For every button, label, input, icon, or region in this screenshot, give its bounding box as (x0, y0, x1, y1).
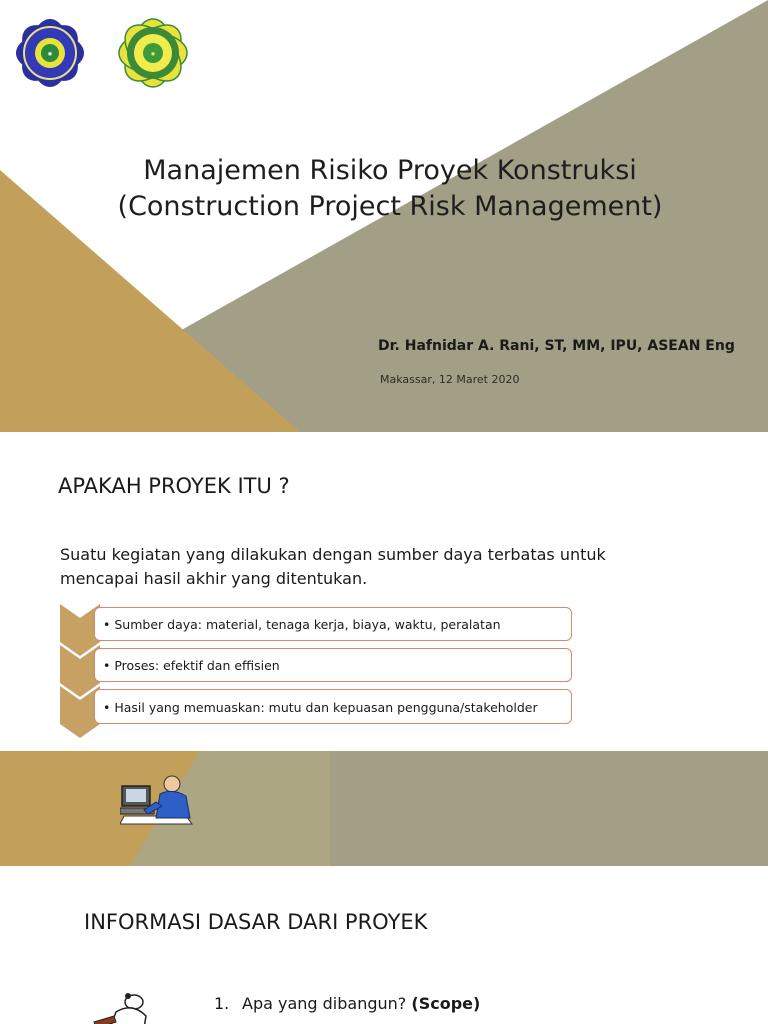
slide-heading: INFORMASI DASAR DARI PROYEK (84, 910, 428, 934)
presentation-title (40, 153, 740, 225)
project-definition: Suatu kegiatan yang dilakukan dengan sumber daya terbatas untuk mencapai hasil akhir yang ditentukan. (60, 545, 606, 588)
list-item-text: Apa yang dibangun? (242, 994, 412, 1013)
list-item-text: • Hasil yang memuaskan: mutu dan kepuasan pengguna/stakeholder (103, 700, 538, 715)
title-slide (0, 0, 768, 432)
title-line-2: (Construction Project Risk Management) (117, 191, 663, 222)
svg-text:✸: ✸ (150, 51, 156, 58)
list-item (94, 607, 572, 641)
author-name: Dr. Hafnidar A. Rani, ST, MM, IPU, ASEAN Eng (378, 338, 735, 354)
list-item-text: • Sumber daya: material, tenaga kerja, biaya, waktu, peralatan (103, 617, 501, 632)
unismuh-makassar-logo (12, 15, 88, 91)
svg-text:✸: ✸ (47, 51, 53, 58)
list-item (94, 689, 572, 724)
unmuha-aceh-logo (115, 15, 191, 91)
list-item-text: • Proses: efektif dan effisien (103, 658, 280, 673)
construction-worker-icon (86, 992, 152, 1024)
list-item-emphasis: (Scope) (411, 994, 481, 1013)
project-info-slide (0, 866, 768, 1024)
slide-heading: APAKAH PROYEK ITU ? (58, 474, 290, 498)
list-item (94, 648, 572, 682)
project-definition-slide (0, 432, 768, 866)
list-item (214, 994, 714, 1013)
university-logos (2, 9, 198, 100)
businessman-at-computer-icon (120, 772, 208, 828)
title-line-1: Manajemen Risiko Proyek Konstruksi (143, 155, 637, 186)
decorative-strip (0, 751, 768, 866)
presentation-date: Makassar, 12 Maret 2020 (380, 373, 520, 386)
list-number: 1. (214, 994, 230, 1013)
